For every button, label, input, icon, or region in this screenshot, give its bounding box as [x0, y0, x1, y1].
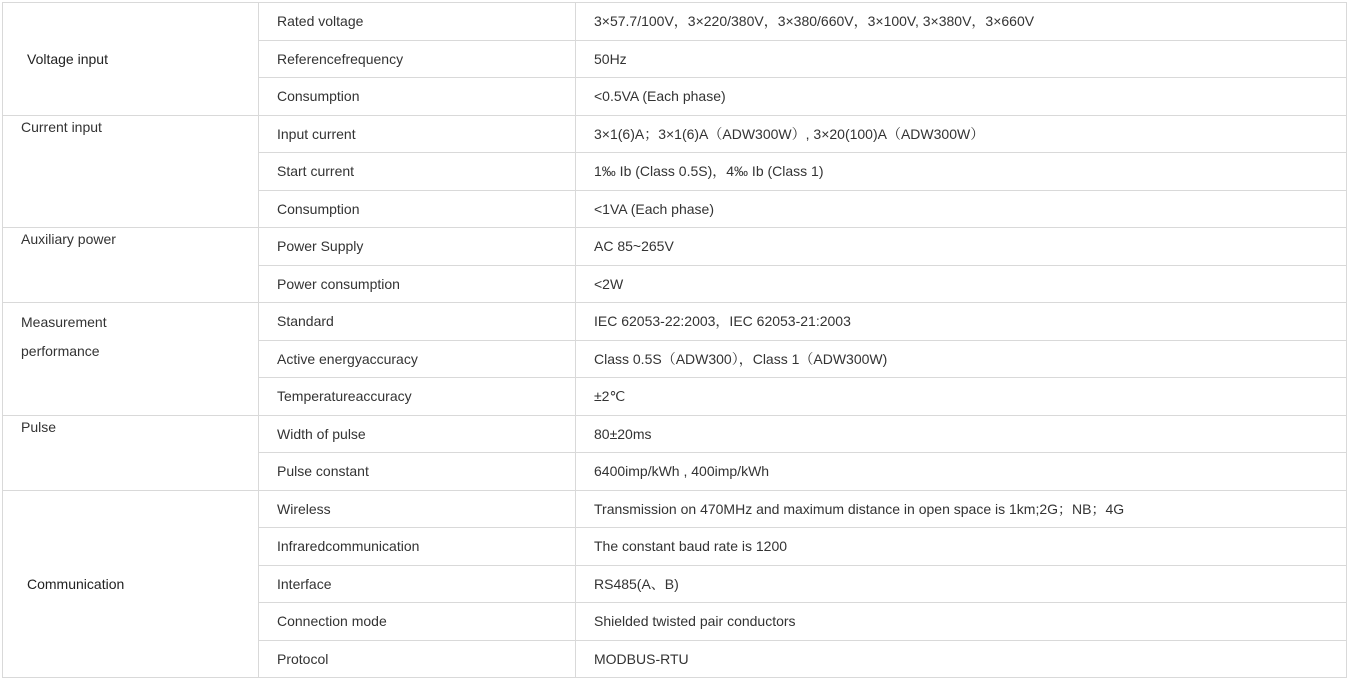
table-row	[3, 490, 1347, 528]
table-row	[3, 3, 1347, 41]
group-label-performance: performance	[3, 340, 259, 415]
param-cell: Power consumption	[259, 265, 576, 303]
param-cell: Consumption	[259, 78, 576, 116]
param-cell: Connection mode	[259, 603, 576, 641]
value-cell: 50Hz	[576, 40, 1347, 78]
table-row	[3, 228, 1347, 266]
param-cell: Input current	[259, 115, 576, 153]
param-cell: Power Supply	[259, 228, 576, 266]
param-cell: Protocol	[259, 640, 576, 678]
group-label-auxiliary-power: Auxiliary power	[3, 228, 259, 303]
param-cell: Temperatureaccuracy	[259, 378, 576, 416]
value-cell: ±2℃	[576, 378, 1347, 416]
group-label-current-input: Current input	[3, 115, 259, 228]
value-cell: Transmission on 470MHz and maximum distance in open space is 1km;2G；NB；4G	[576, 490, 1347, 528]
group-label-communication: Communication	[3, 490, 259, 678]
value-cell: AC 85~265V	[576, 228, 1347, 266]
value-cell: 3×1(6)A；3×1(6)A（ADW300W）, 3×20(100)A（ADW300W）	[576, 115, 1347, 153]
table-row	[3, 115, 1347, 153]
value-cell: IEC 62053-22:2003，IEC 62053-21:2003	[576, 303, 1347, 341]
param-cell: Pulse constant	[259, 453, 576, 491]
value-cell: <1VA (Each phase)	[576, 190, 1347, 228]
value-cell: 6400imp/kWh , 400imp/kWh	[576, 453, 1347, 491]
param-cell: Rated voltage	[259, 3, 576, 41]
value-cell: 80±20ms	[576, 415, 1347, 453]
table-row	[3, 340, 1347, 378]
value-cell: Class 0.5S（ADW300），Class 1（ADW300W)	[576, 340, 1347, 378]
value-cell: <2W	[576, 265, 1347, 303]
value-cell: RS485(A、B)	[576, 565, 1347, 603]
group-label-voltage-input: Voltage input	[3, 3, 259, 116]
value-cell: 3×57.7/100V，3×220/380V，3×380/660V，3×100V, 3×380V，3×660V	[576, 3, 1347, 41]
value-cell: Shielded twisted pair conductors	[576, 603, 1347, 641]
value-cell: <0.5VA (Each phase)	[576, 78, 1347, 116]
param-cell: Width of pulse	[259, 415, 576, 453]
param-cell: Standard	[259, 303, 576, 341]
value-cell: 1‰ Ib (Class 0.5S)，4‰ Ib (Class 1)	[576, 153, 1347, 191]
value-cell: MODBUS-RTU	[576, 640, 1347, 678]
value-cell: The constant baud rate is 1200	[576, 528, 1347, 566]
table-row	[3, 415, 1347, 453]
spec-table	[2, 2, 1347, 678]
group-label-pulse: Pulse	[3, 415, 259, 490]
param-cell: Start current	[259, 153, 576, 191]
param-cell: Active energyaccuracy	[259, 340, 576, 378]
param-cell: Consumption	[259, 190, 576, 228]
param-cell: Referencefrequency	[259, 40, 576, 78]
param-cell: Wireless	[259, 490, 576, 528]
group-label-measurement: Measurement	[3, 303, 259, 341]
param-cell: Interface	[259, 565, 576, 603]
param-cell: Infraredcommunication	[259, 528, 576, 566]
table-row	[3, 303, 1347, 341]
